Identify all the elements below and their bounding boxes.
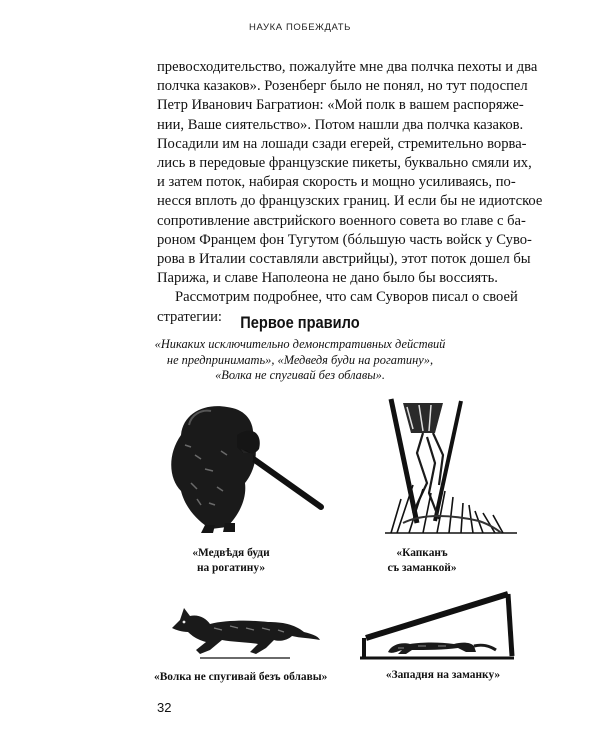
trap-illustration — [383, 393, 523, 538]
body-line: рова в Италии составляли австрийцы), этот поток дошел бы — [157, 251, 531, 268]
bear-illustration — [155, 395, 335, 540]
caption-line: «Волка не спугивай безъ облавы» — [154, 671, 328, 683]
body-line: стратегии: — [157, 308, 222, 325]
caption-line: на рогатину» — [196, 561, 266, 574]
running-header: НАУКА ПОБЕЖДАТЬ — [249, 22, 351, 33]
body-line: несся вплоть до французских границ. И если бы не идиотское — [157, 193, 543, 210]
body-line: Рассмотрим подробнее, что сам Суворов писал о своей — [175, 289, 518, 306]
bear-caption — [168, 546, 294, 575]
caption-line: съ заманкой» — [387, 561, 457, 574]
body-line: нии, Ваше сиятельство». Потом нашли два полчка казаков. — [157, 116, 524, 133]
wolf-caption — [154, 670, 326, 685]
body-line: полчка казаков». Розенберг было не понял, но тут подоспел — [157, 78, 528, 95]
quote-line: не предпринимать», «Медведя буди на рогатину», — [166, 352, 434, 367]
body-line: Петр Иванович Багратион: «Мой полк в вашем распоряже- — [157, 97, 524, 114]
caption-line: «Капканъ — [396, 547, 448, 559]
body-line: превосходительство, пожалуйте мне два полчка пехоты и два — [157, 59, 538, 75]
caption-line: «Западня на заманку» — [385, 669, 501, 681]
body-text — [157, 58, 543, 327]
quote-line: «Никаких исключительно демонстративных действий — [154, 337, 446, 351]
caption-line: «Медвѣдя буди — [192, 547, 270, 559]
section-title: Первое правило — [240, 313, 360, 332]
snare-illustration — [358, 586, 518, 666]
body-line: и затем поток, набирая скорость и мощно усиливаясь, по- — [157, 174, 516, 191]
body-line: Парижа, и славе Наполеона не дано было бы воссиять. — [157, 270, 498, 287]
body-line: Посадили им на лошади сзади егерей, стремительно ворва- — [157, 135, 527, 152]
wolf-illustration — [170, 600, 320, 660]
section-quote — [0, 337, 600, 384]
body-line: лись в передовые французские пикеты, буквально смяли их, — [157, 155, 532, 172]
quote-line: «Волка не спугивай без облавы». — [215, 368, 385, 383]
trap-caption — [372, 546, 472, 575]
snare-caption — [381, 668, 505, 683]
body-line: роном Францем фон Тугутом (бóльшую часть войск у Суво- — [157, 231, 532, 248]
body-line: сопротивление австрийского военного совета во главе с ба- — [157, 212, 526, 229]
page-number: 32 — [157, 700, 172, 715]
